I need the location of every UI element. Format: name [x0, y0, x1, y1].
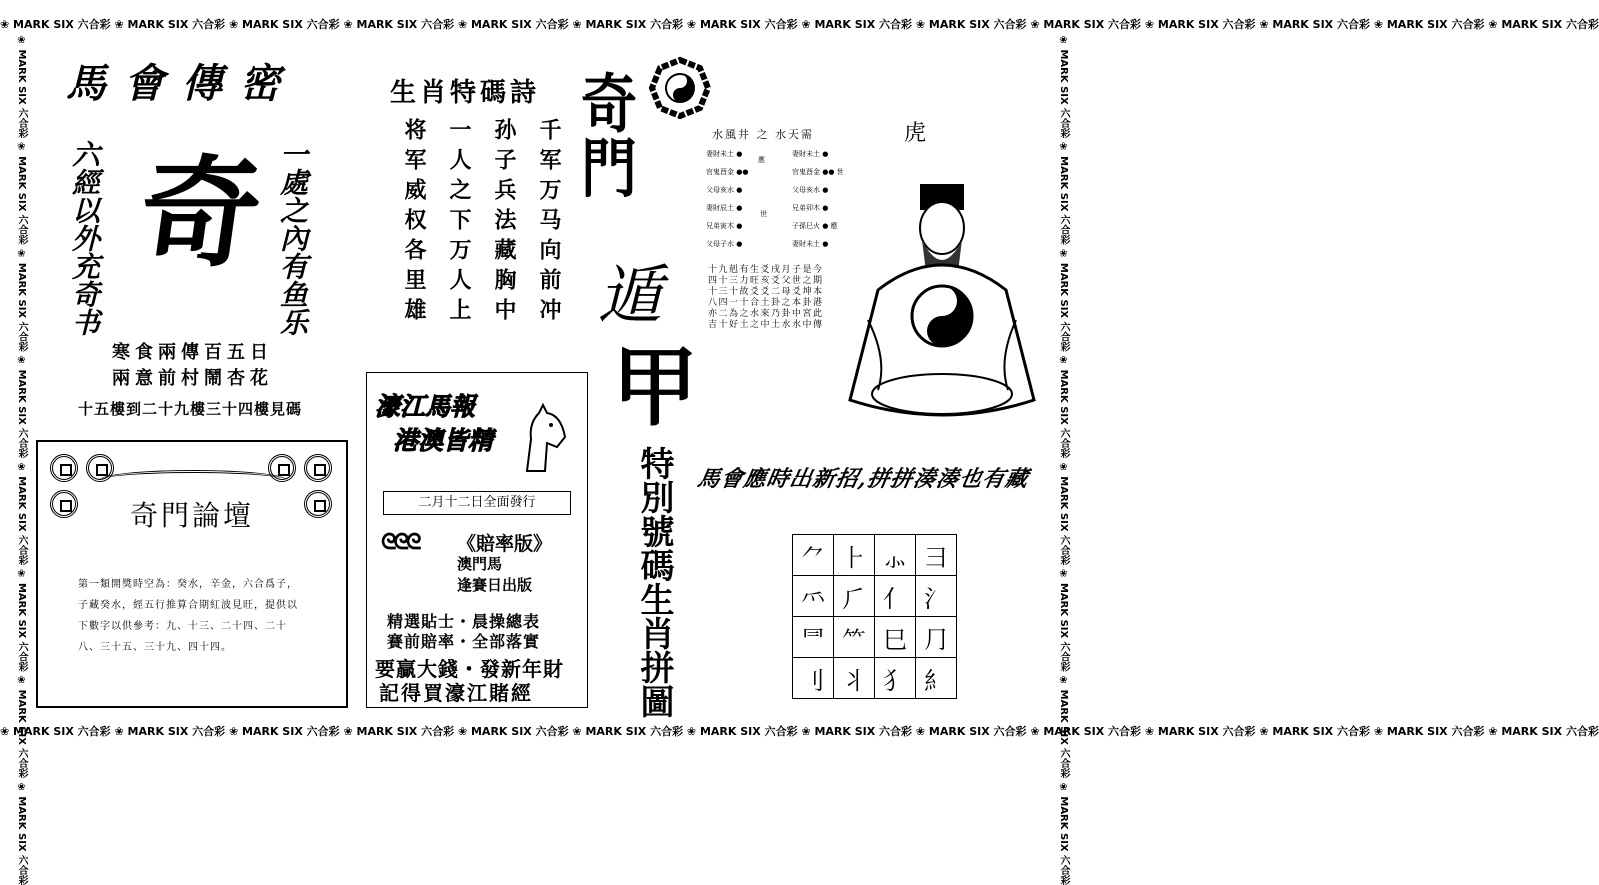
commentary-column: 是之坤卦宮中 [800, 264, 811, 330]
hexagram-commentary [706, 264, 824, 414]
special-vertical-title: 特別號碼生肖拼圖 [634, 446, 674, 718]
hexagram-line: 妻財未土 ● [792, 150, 829, 158]
horse-secret-line2: 兩意前村鬧杏花 [112, 368, 273, 389]
commentary-column: 生旺爻合水之 [748, 264, 758, 330]
coin-icon [50, 454, 78, 482]
puzzle-piece: ⺯ [916, 658, 957, 699]
left-border: ❀ MARK SIX 六合彩 ❀ MARK SIX 六合彩 ❀ MARK SIX 六合彩 ❀ MARK SIX 六合彩 ❀ MARK SIX 六合彩 ❀ MARK SIX 六合彩 ❀ MARK SIX 六合彩 ❀ MARK SIX 六合彩 [16, 35, 27, 885]
puzzle-piece: ⺒ [875, 617, 916, 658]
ad-odds-title: 《賠率版》 [457, 533, 553, 555]
deity-figure-illustration [838, 180, 1048, 430]
commentary-column: 子世爻本中水 [790, 264, 800, 330]
commentary-column: 今期本港此傳 [811, 264, 821, 330]
puzzle-piece: ⺡ [916, 576, 957, 617]
hexagram-header: 水風井 之 水天需 [712, 128, 814, 141]
commentary-column: 剋三十一為好 [727, 264, 737, 330]
zodiac-puzzle-grid [792, 534, 957, 699]
horse-secret-line1: 寒食兩傳百五日 [112, 342, 273, 363]
forum-body: 第一類開獎時空為：癸水，辛金，六合爲子，子藏癸水，經五行推算合期紅波見旺，提供以下數字以供參考：九、十三、二十四、二十八、三十五、三十九、四十四。 [78, 579, 298, 653]
puzzle-piece: ⺕ [916, 535, 957, 576]
right-border: ❀ MARK SIX 六合彩 ❀ MARK SIX 六合彩 ❀ MARK SIX 六合彩 ❀ MARK SIX 六合彩 ❀ MARK SIX 六合彩 ❀ MARK SIX 六合彩 ❀ MARK SIX 六合彩 ❀ MARK SIX 六合彩 [1058, 35, 1069, 885]
hexagram-left-mark-ying: 應 [758, 156, 765, 164]
top-border: ❀ MARK SIX 六合彩 ❀ MARK SIX 六合彩 ❀ MARK SIX 六合彩 ❀ MARK SIX 六合彩 ❀ MARK SIX 六合彩 ❀ MARK SIX 六合彩 ❀ MARK SIX 六合彩 ❀ MARK SIX 六合彩 ❀ MARK SIX 六合彩 ❀ MARK SIX 六合彩 ❀ MARK SIX 六合彩 ❀ MARK SIX 六合彩 ❀ MARK SIX 六合彩 ❀ MARK SIX 六合彩 [0, 18, 1599, 31]
hexagram-line: 官鬼酉金 ●● [706, 168, 749, 176]
coin-icon [304, 454, 332, 482]
ad-line2: 賽前賠率・全部落實 [387, 632, 541, 651]
hexagram-line: 官鬼酉金 ●● 世 [792, 168, 844, 176]
ad-swirl-logo: ᘓᘓᘓ [381, 529, 419, 555]
commentary-column: 戌爻二卦乃土 [769, 264, 779, 330]
bottom-border: ❀ MARK SIX 六合彩 ❀ MARK SIX 六合彩 ❀ MARK SIX 六合彩 ❀ MARK SIX 六合彩 ❀ MARK SIX 六合彩 ❀ MARK SIX 六合彩 ❀ MARK SIX 六合彩 ❀ MARK SIX 六合彩 ❀ MARK SIX 六合彩 ❀ MARK SIX 六合彩 ❀ MARK SIX 六合彩 ❀ MARK SIX 六合彩 ❀ MARK SIX 六合彩 ❀ MARK SIX 六合彩 [0, 725, 1599, 738]
hexagram-left-mark-shi: 世 [760, 210, 767, 218]
puzzle-piece: ⺦ [834, 658, 875, 699]
puzzle-piece: ⺤ [793, 576, 834, 617]
puzzle-piece: ⺉ [793, 658, 834, 699]
puzzle-piece: ⺆ [916, 617, 957, 658]
poem-column: 千军万马向前冲 [536, 118, 562, 328]
tiger-char: 虎 [904, 121, 927, 146]
horse-secret-big-char: 奇 [130, 145, 270, 284]
hexagram-line: 妻財未土 ● [706, 150, 743, 158]
commentary-column: 月父母之卦水 [779, 264, 790, 330]
qimen-heading: 奇門 [572, 70, 637, 199]
puzzle-piece: ⺨ [875, 658, 916, 699]
puzzle-piece: ⺅ [875, 576, 916, 617]
poem-column: 将军威权各里雄 [401, 118, 427, 328]
hexagram-line: 妻財未土 ● [792, 240, 829, 248]
dun-char: 遁 [598, 259, 662, 333]
puzzle-piece: ⺮ [834, 617, 875, 658]
jia-char: 甲 [612, 338, 698, 438]
commentary-column: 十四十八亦吉 [706, 264, 716, 330]
slogan: 馬會應時出新招,拼拼湊湊也有藏 [695, 466, 1031, 492]
bagua-icon [650, 58, 710, 118]
hexagram-line: 子孫巳火 ● 應 [792, 222, 838, 230]
hexagram-line: 兄弟卯木 ● [792, 204, 829, 212]
hexagram-line: 父母亥水 ● [706, 186, 743, 194]
puzzle-piece: ⺜ [793, 617, 834, 658]
ad-box [366, 372, 588, 708]
puzzle-piece: ⺈ [793, 535, 834, 576]
poem-title: 生肖特碼詩 [390, 78, 541, 108]
puzzle-piece: ⺁ [834, 576, 875, 617]
horse-secret-title: 馬會傳密 [66, 60, 298, 107]
ad-line4: 記得買濠江賭經 [379, 681, 533, 705]
forum-box [36, 440, 348, 708]
ad-line3: 要贏大錢・發新年財 [375, 657, 564, 681]
forum-title: 奇門論壇 [129, 499, 254, 532]
horse-secret-right-column: 一處之內有鱼乐 [276, 140, 309, 336]
hexagram-line: 妻財辰土 ● [706, 204, 743, 212]
commentary-column: 九十三四二十 [716, 264, 727, 330]
ad-release-date: 二月十二日全面發行 [383, 491, 571, 515]
puzzle-piece: ⺗ [875, 535, 916, 576]
horse-secret-left-column: 六經以外充奇书 [68, 140, 101, 336]
hexagram-line: 兄弟寅木 ● [706, 222, 743, 230]
commentary-column: 爻亥爻土來中 [758, 264, 769, 330]
hexagram-left-lines [706, 150, 776, 258]
poem-column: 孙子兵法藏胸中 [491, 118, 517, 328]
ribbon-decoration [98, 470, 288, 491]
horse-head-icon [517, 403, 569, 473]
ad-logo-line2: 港澳皆精 [393, 426, 494, 455]
ad-logo-line1: 濠江馬報 [375, 392, 476, 421]
ad-line1: 精選貼士・晨操總表 [387, 612, 541, 631]
horse-secret-line3: 十五樓到二十九樓三十四樓見碼 [78, 400, 303, 418]
poem-columns [402, 118, 562, 348]
commentary-column: 有力故十之土 [737, 264, 748, 330]
ad-odds-sub2: 逢賽日出版 [457, 576, 533, 594]
ad-odds-sub1: 澳門馬 [457, 555, 503, 573]
hexagram-line: 父母亥水 ● [792, 186, 829, 194]
poem-column: 一人之下万人上 [446, 118, 472, 328]
puzzle-piece: ⺊ [834, 535, 875, 576]
hexagram-line: 父母子水 ● [706, 240, 743, 248]
